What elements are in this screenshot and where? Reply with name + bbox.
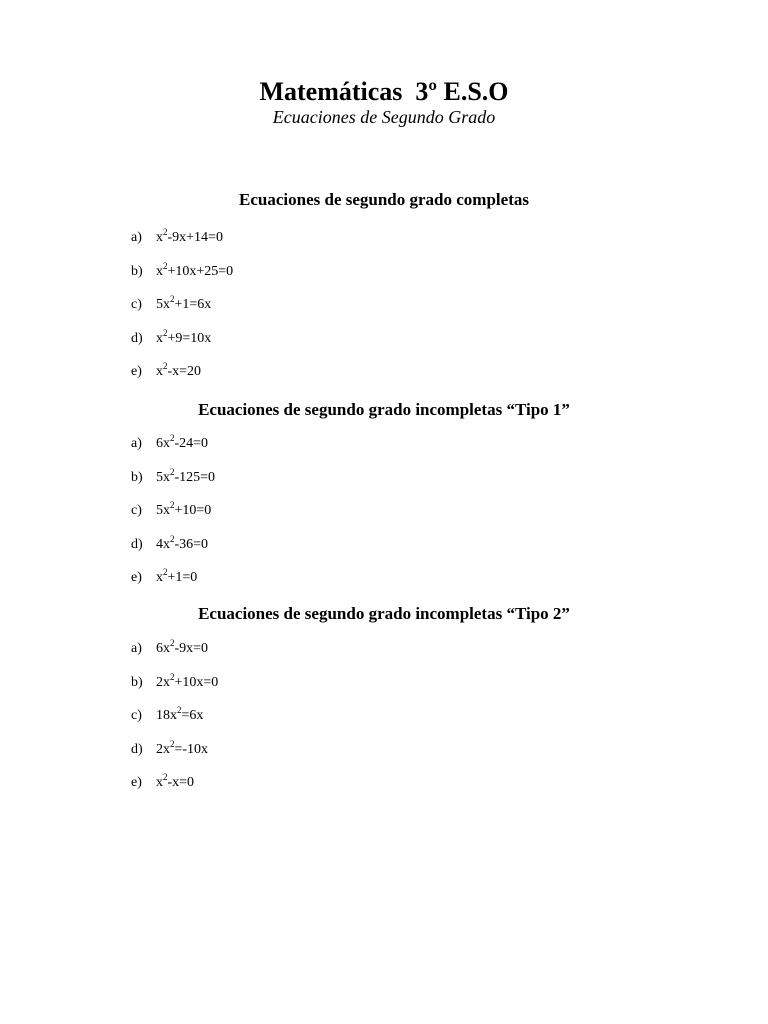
equation-item [131,639,218,673]
item-letter: a) [131,230,142,245]
equation-exponent: 2 [163,260,168,271]
equation-var: x [156,263,163,279]
equation-exponent: 2 [163,327,168,338]
item-letter: b) [131,263,143,279]
page-title: Matemáticas 3º E.S.O [259,77,509,106]
equation-item [131,706,218,740]
equation-exponent: 2 [163,772,168,782]
equation-exponent: 2 [170,294,175,304]
equation-coef: 4 [156,536,163,552]
equation-exponent: 2 [163,227,168,237]
equation-list-tipo-1 [131,434,215,602]
equation-item [131,568,215,602]
equation-rest: =6x [181,708,204,723]
item-letter: d) [131,536,143,552]
item-letter: b) [131,469,143,485]
equation-item [131,535,215,569]
equation-rest: +1=6x [174,297,212,312]
section-heading-completas: Ecuaciones de segundo grado completas [239,190,529,209]
equation-rest: +9=10x [167,330,212,346]
item-letter: e) [131,364,142,379]
equation-item [131,228,233,262]
equation-exponent: 2 [170,466,175,477]
item-letter: e) [131,775,142,790]
equation-rest: -x=0 [167,775,195,790]
item-letter: c) [131,708,142,723]
equation-item [131,329,233,363]
equation-rest: +10x=0 [174,674,219,690]
item-letter: d) [131,741,143,757]
equation-item [131,362,233,396]
equation-var: x [163,297,170,312]
equation-exponent: 2 [163,567,168,577]
equation-rest: +10x+25=0 [167,263,234,279]
equation-item [131,501,215,535]
equation-item [131,773,218,807]
equation-exponent: 2 [170,500,175,510]
equation-var: x [163,641,170,656]
equation-coef: 6 [156,436,163,451]
equation-item [131,434,215,468]
equation-var: x [170,708,177,723]
equation-rest: =-10x [174,741,209,757]
equation-var: x [156,364,163,379]
item-letter: a) [131,436,142,451]
equation-exponent: 2 [163,361,168,371]
equation-var: x [163,674,170,690]
item-letter: d) [131,330,143,346]
equation-exponent: 2 [170,433,175,443]
equation-coef: 5 [156,297,163,312]
equation-exponent: 2 [170,638,175,648]
equation-rest: +1=0 [167,570,198,585]
equation-item [131,262,233,296]
equation-var: x [163,503,170,518]
equation-coef: 5 [156,469,163,485]
equation-rest: +10=0 [174,503,212,518]
equation-item [131,740,218,774]
equation-rest: -24=0 [174,436,209,451]
equation-var: x [156,570,163,585]
equation-coef: 2 [156,674,163,690]
equation-exponent: 2 [170,671,175,682]
equation-var: x [156,330,163,346]
equation-list-tipo-2 [131,639,218,807]
equation-coef: 2 [156,741,163,757]
equation-coef: 18 [156,708,170,723]
equation-coef: 6 [156,641,163,656]
equation-rest: -36=0 [174,536,209,552]
equation-rest: -x=20 [167,364,202,379]
equation-var: x [163,741,170,757]
equation-var: x [163,436,170,451]
page-subtitle: Ecuaciones de Segundo Grado [272,107,496,127]
equation-item [131,468,215,502]
equation-var: x [163,536,170,552]
equation-var: x [156,775,163,790]
equation-item [131,295,233,329]
item-letter: e) [131,570,142,585]
equation-item [131,673,218,707]
item-letter: c) [131,503,142,518]
equation-list-completas [131,228,233,396]
equation-exponent: 2 [177,705,182,715]
equation-var: x [156,230,163,245]
item-letter: b) [131,674,143,690]
item-letter: a) [131,641,142,656]
equation-coef: 5 [156,503,163,518]
equation-var: x [163,469,170,485]
item-letter: c) [131,297,142,312]
equation-exponent: 2 [170,738,175,749]
section-heading-tipo-1: Ecuaciones de segundo grado incompletas “Tipo 1” [198,400,570,419]
equation-rest: -125=0 [174,469,216,485]
equation-rest: -9x=0 [174,641,209,656]
equation-exponent: 2 [170,533,175,544]
section-heading-tipo-2: Ecuaciones de segundo grado incompletas “Tipo 2” [198,604,570,623]
equation-rest: -9x+14=0 [167,230,223,245]
